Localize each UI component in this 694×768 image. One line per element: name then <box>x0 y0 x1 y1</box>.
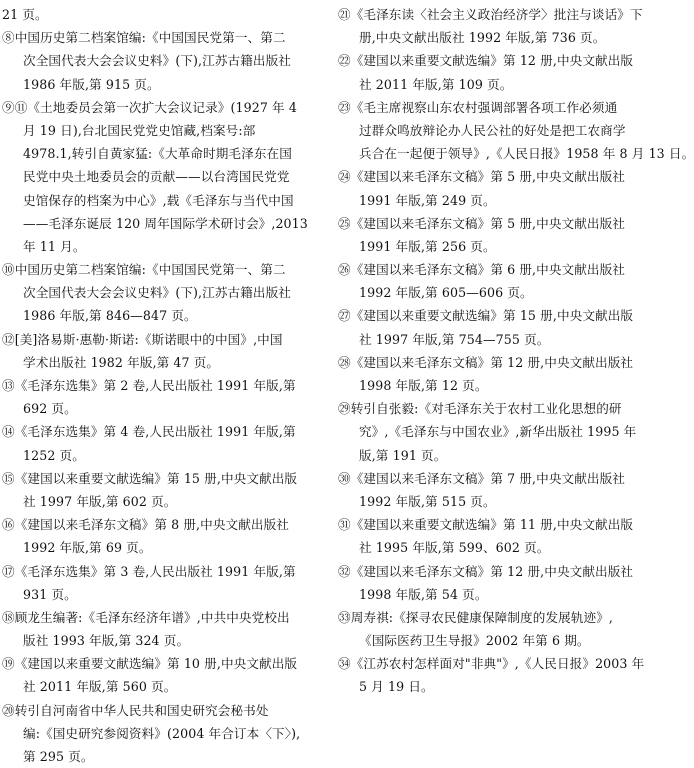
footnote-continuation-line: 民党中央土地委员会的贡献——以台湾国民党党 <box>23 169 290 185</box>
footnote-line: ㉓《毛主席视察山东农村强调部署各项工作必须通 <box>338 99 618 115</box>
footnote-continuation-line: 社 2011 年版,第 109 页。 <box>359 76 513 92</box>
footnote-line: ㉚《建国以来毛泽东文稿》第 7 册,中央文献出版社 <box>338 470 625 486</box>
footnote-continuation-line: 编:《国史研究参阅资料》(2004 年合订本〈下〉), <box>23 725 301 741</box>
footnote-line: ㉝周寿祺:《探寻农民健康保障制度的发展轨迹》, <box>338 609 614 625</box>
footnote-continuation-line: 社 1995 年版,第 599、602 页。 <box>359 540 550 556</box>
footnote-continuation-line: 1992 年版,第 515 页。 <box>359 493 496 509</box>
footnote-continuation-line: 社 2011 年版,第 560 页。 <box>23 679 177 695</box>
footnote-continuation-line: 692 页。 <box>23 401 77 417</box>
footnote-continuation-line: 1986 年版,第 846—847 页。 <box>23 308 197 324</box>
footnote-continuation-line: 第 295 页。 <box>23 749 94 764</box>
footnote-continuation-line: 兵合在一起便于领导》,《人民日报》1958 年 8 月 13 日。 <box>359 146 694 162</box>
footnote-line: ⑯《建国以来毛泽东文稿》第 8 册,中央文献出版社 <box>2 517 289 533</box>
footnote-continuation-line: 究》,《毛泽东与中国农业》,新华出版社 1995 年 <box>359 424 637 440</box>
footnote-continuation-line: 1998 年版,第 54 页。 <box>359 586 488 602</box>
footnote-continuation-line: 史馆保存的档案为中心》,载《毛泽东与当代中国 <box>23 192 294 208</box>
footnote-line: ⑫[美]洛易斯·惠勒·斯诺:《斯诺眼中的中国》,中国 <box>2 331 283 347</box>
footnote-line: ㉒《建国以来重要文献选编》第 12 册,中央文献出版 <box>338 53 634 69</box>
footnote-continuation-line: 次全国代表大会会议史料》(下),江苏古籍出版社 <box>23 285 292 301</box>
footnote-continuation-line: 月 19 日),台北国民党党史馆藏,档案号:部 <box>23 122 256 138</box>
footnote-continuation-line: 版,第 191 页。 <box>359 447 447 463</box>
footnote-line: ㉛《建国以来重要文献选编》第 11 册,中央文献出版 <box>338 517 634 533</box>
footnote-line: ⑧中国历史第二档案馆编:《中国国民党第一、第二 <box>2 30 286 46</box>
footnote-line: ⑩中国历史第二档案馆编:《中国国民党第一、第二 <box>2 262 286 278</box>
footnote-line: ㉞《江苏农村怎样面对"非典"》,《人民日报》2003 年 <box>338 656 645 672</box>
notes-column-right <box>338 3 694 699</box>
footnote-continuation-line: 1986 年版,第 915 页。 <box>23 76 160 92</box>
footnote-line: ⑰《毛泽东选集》第 3 卷,人民出版社 1991 年版,第 <box>2 563 296 579</box>
footnote-line: ㉔《建国以来毛泽东文稿》第 5 册,中央文献出版社 <box>338 169 625 185</box>
footnote-continuation-line: 过群众鸣放辩论办人民公社的好处是把工农商学 <box>359 122 626 138</box>
footnote-continuation-line: 版社 1993 年版,第 324 页。 <box>23 633 190 649</box>
notes-column-left <box>2 3 320 768</box>
footnote-line: ㉙转引自张毅:《对毛泽东关于农村工业化思想的研 <box>338 401 622 417</box>
footnote-line: ㉕《建国以来毛泽东文稿》第 5 册,中央文献出版社 <box>338 215 625 231</box>
footnote-line: ⑮《建国以来重要文献选编》第 15 册,中央文献出版 <box>2 470 298 486</box>
footnote-continuation-line: 1991 年版,第 249 页。 <box>359 192 496 208</box>
footnote-line: ⑲《建国以来重要文献选编》第 10 册,中央文献出版 <box>2 656 298 672</box>
footnote-line: ⑳转引自河南省中华人民共和国史研究会秘书处 <box>2 702 269 718</box>
footnote-continuation-line: 1992 年版,第 605—606 页。 <box>359 285 533 301</box>
footnote-continuation-line: 1998 年版,第 12 页。 <box>359 378 488 393</box>
footnote-line: ⑨⑪《土地委员会第一次扩大会议记录》(1927 年 4 <box>2 99 297 115</box>
footnote-continuation-line: 次全国代表大会会议史料》(下),江苏古籍出版社 <box>23 53 292 69</box>
footnote-continuation-line: 1992 年版,第 69 页。 <box>23 540 152 556</box>
footnote-line: ㉗《建国以来重要文献选编》第 15 册,中央文献出版 <box>338 308 634 324</box>
footnote-continuation-line: 21 页。 <box>2 7 48 22</box>
footnote-line: ㉖《建国以来毛泽东文稿》第 6 册,中央文献出版社 <box>338 262 625 278</box>
footnote-line: ⑭《毛泽东选集》第 4 卷,人民出版社 1991 年版,第 <box>2 424 296 440</box>
footnote-line: ㉜《建国以来毛泽东文稿》第 12 册,中央文献出版社 <box>338 563 634 579</box>
footnote-continuation-line: 社 1997 年版,第 602 页。 <box>23 493 177 509</box>
footnote-continuation-line: 1252 页。 <box>23 447 85 463</box>
footnote-continuation-line: 931 页。 <box>23 586 77 602</box>
footnote-continuation-line: 4978.1,转引自黄家猛:《大革命时期毛泽东在国 <box>23 146 292 162</box>
footnote-continuation-line: ——毛泽东诞辰 120 周年国际学术研讨会》,2013 <box>23 215 308 231</box>
footnote-continuation-line: 《国际医药卫生导报》2002 年第 6 期。 <box>359 633 590 649</box>
footnote-continuation-line: 册,中央文献出版社 1992 年版,第 736 页。 <box>359 30 606 46</box>
footnote-line: ⑬《毛泽东选集》第 2 卷,人民出版社 1991 年版,第 <box>2 378 296 393</box>
footnote-line: ⑱顾龙生编著:《毛泽东经济年谱》,中共中央党校出 <box>2 609 290 625</box>
footnote-continuation-line: 5 月 19 日。 <box>359 679 434 695</box>
footnote-line: ㉘《建国以来毛泽东文稿》第 12 册,中央文献出版社 <box>338 354 634 370</box>
footnote-continuation-line: 学术出版社 1982 年版,第 47 页。 <box>23 354 220 370</box>
footnote-continuation-line: 社 1997 年版,第 754—755 页。 <box>359 331 550 347</box>
footnote-continuation-line: 1991 年版,第 256 页。 <box>359 238 496 254</box>
footnote-line: ㉑《毛泽东读〈社会主义政治经济学〉批注与谈话》下 <box>338 7 643 22</box>
footnote-continuation-line: 年 11 月。 <box>23 238 86 254</box>
